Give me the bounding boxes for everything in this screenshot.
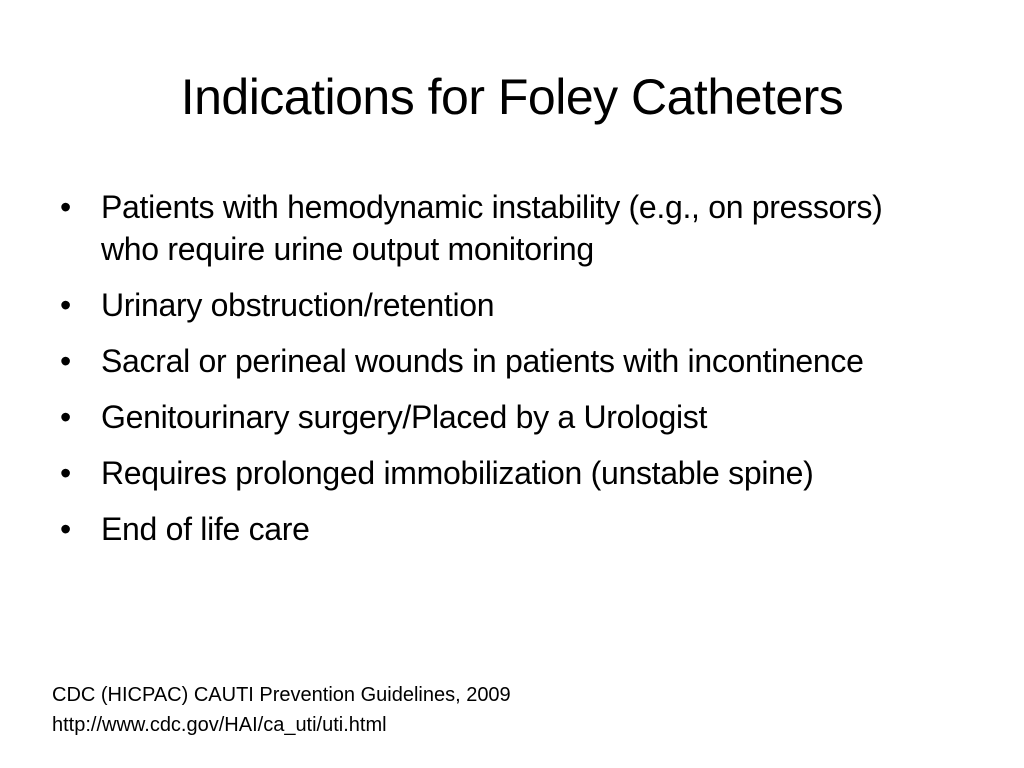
bullet-item [60, 508, 940, 550]
footnote-citation: CDC (HICPAC) CAUTI Prevention Guidelines, 2009 [52, 684, 511, 706]
bullet-dot-icon: • [60, 399, 71, 435]
bullet-dot-icon: • [60, 189, 71, 225]
bullet-list [60, 186, 940, 564]
bullet-item [60, 452, 940, 494]
bullet-item [60, 186, 940, 270]
bullet-item [60, 284, 940, 326]
bullet-dot-icon: • [60, 343, 71, 379]
bullet-text: Genitourinary surgery/Placed by a Urologist [101, 399, 708, 435]
bullet-item [60, 340, 940, 382]
footnote [52, 680, 752, 740]
bullet-text: Patients with hemodynamic instability (e.g., on pressors) who require urine output monitoring [101, 189, 883, 267]
bullet-text: End of life care [101, 511, 310, 547]
bullet-dot-icon: • [60, 511, 71, 547]
footnote-url: http://www.cdc.gov/HAI/ca_uti/uti.html [52, 714, 387, 736]
slide-title: Indications for Foley Catheters [180, 69, 844, 125]
bullet-text: Requires prolonged immobilization (unstable spine) [101, 455, 814, 491]
bullet-dot-icon: • [60, 287, 71, 323]
bullet-item [60, 396, 940, 438]
bullet-dot-icon: • [60, 455, 71, 491]
bullet-text: Sacral or perineal wounds in patients with incontinence [101, 343, 864, 379]
bullet-text: Urinary obstruction/retention [101, 287, 495, 323]
